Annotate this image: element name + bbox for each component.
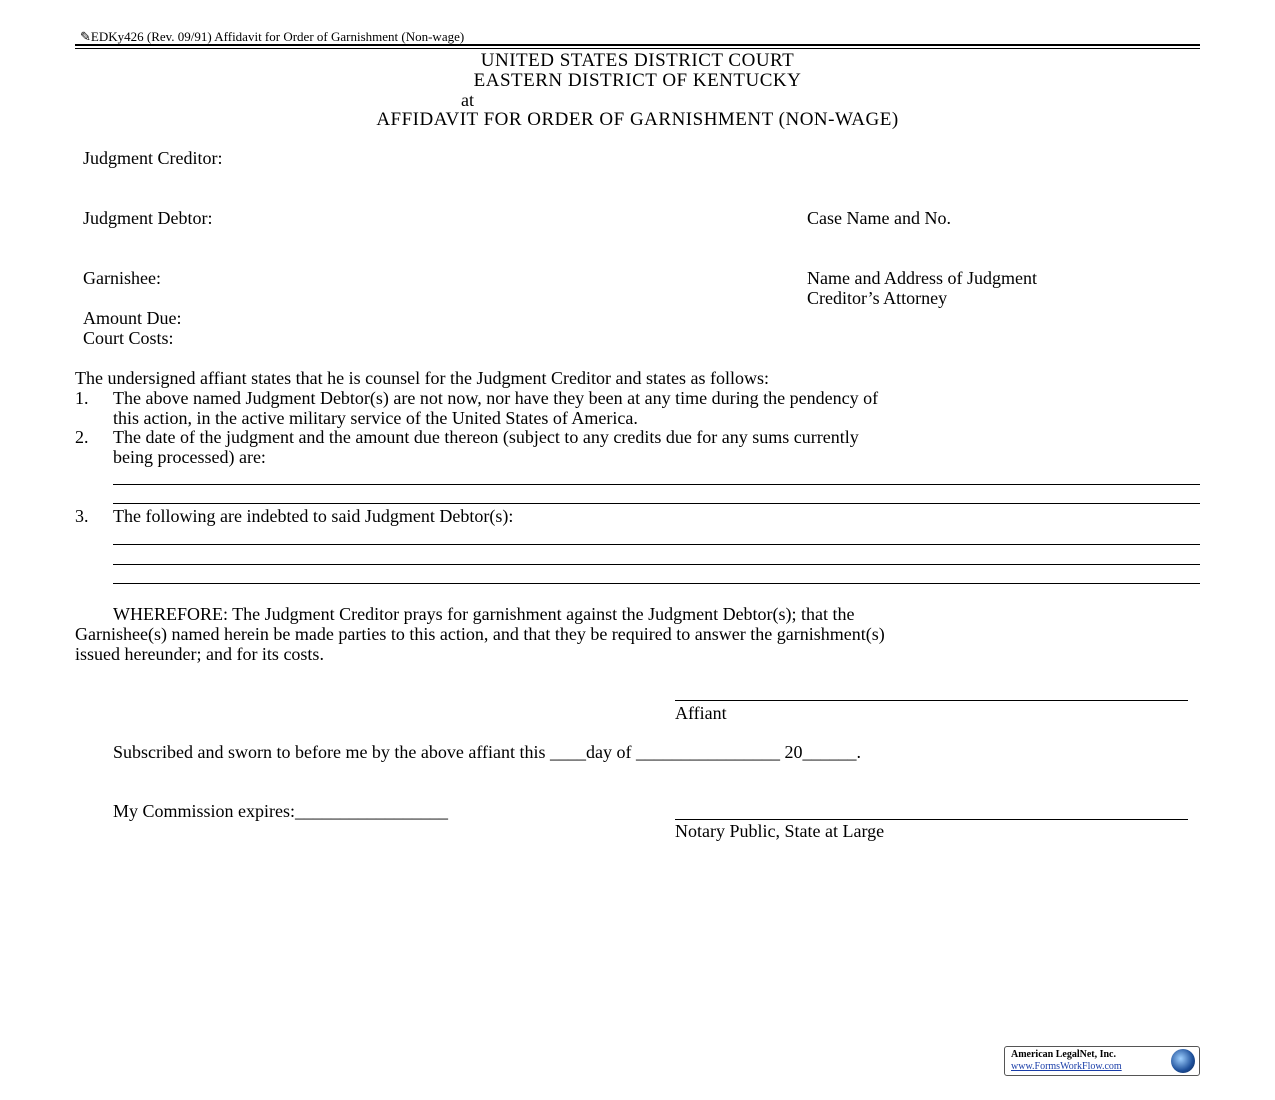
form-title: AFFIDAVIT FOR ORDER OF GARNISHMENT (NON-WAGE): [376, 109, 899, 130]
logo-url[interactable]: www.FormsWorkFlow.com: [1011, 1061, 1122, 1072]
item2-text: The date of the judgment and the amount due thereon (subject to any credits due for any sums currently: [113, 427, 859, 447]
blank-line[interactable]: [113, 503, 1200, 504]
header-rule: [75, 44, 1200, 46]
legalnet-logo[interactable]: [1004, 1046, 1200, 1076]
wherefore-text: WHEREFORE: The Judgment Creditor prays for garnishment against the Judgment Debtor(s); that the: [113, 604, 855, 624]
sworn-statement: Subscribed and sworn to before me by the above affiant this ____day of ________________ 20______.: [113, 742, 862, 762]
blank-line[interactable]: [113, 583, 1200, 584]
item1-text-cont: this action, in the active military service of the United States of America.: [113, 408, 638, 428]
district-name: EASTERN DISTRICT OF KENTUCKY: [473, 70, 802, 91]
affiant-signature-line[interactable]: [675, 700, 1188, 701]
item2-text-cont: being processed) are:: [113, 447, 266, 467]
item-number: 1.: [75, 388, 89, 408]
logo-company: American LegalNet, Inc.: [1011, 1049, 1116, 1060]
amount-due-label: Amount Due:: [83, 308, 182, 328]
court-costs-label: Court Costs:: [83, 328, 174, 348]
blank-line[interactable]: [113, 484, 1200, 485]
item-number: 3.: [75, 506, 89, 526]
item3-text: The following are indebted to said Judgment Debtor(s):: [113, 506, 514, 526]
wherefore-text-end: issued hereunder; and for its costs.: [75, 644, 324, 664]
notary-signature-line[interactable]: [675, 819, 1188, 820]
garnishee-label: Garnishee:: [83, 268, 161, 288]
header-rule-thin: [75, 48, 1200, 49]
case-name-label: Case Name and No.: [807, 208, 951, 228]
attorney-label-line1: Name and Address of Judgment: [807, 268, 1037, 288]
item-number: 2.: [75, 427, 89, 447]
globe-icon: [1171, 1049, 1195, 1073]
notary-label: Notary Public, State at Large: [675, 821, 885, 841]
commission-expires: My Commission expires:_________________: [113, 801, 449, 821]
attorney-label-line2: Creditor’s Attorney: [807, 288, 948, 308]
wherefore-text-cont: Garnishee(s) named herein be made parties to this action, and that they be required to answer the garnishment(s): [75, 624, 885, 644]
judgment-debtor-label: Judgment Debtor:: [83, 208, 213, 228]
item1-text: The above named Judgment Debtor(s) are not now, nor have they been at any time during the pendency of: [113, 388, 879, 408]
judgment-creditor-label: Judgment Creditor:: [83, 148, 223, 168]
at-label: at: [461, 90, 474, 110]
court-name: UNITED STATES DISTRICT COURT: [480, 50, 795, 71]
blank-line[interactable]: [113, 544, 1200, 545]
intro-statement: The undersigned affiant states that he is counsel for the Judgment Creditor and states as follows:: [75, 368, 770, 388]
form-header: ✎EDKy426 (Rev. 09/91) Affidavit for Order of Garnishment (Non-wage): [80, 29, 465, 44]
blank-line[interactable]: [113, 564, 1200, 565]
affiant-label: Affiant: [675, 703, 727, 723]
